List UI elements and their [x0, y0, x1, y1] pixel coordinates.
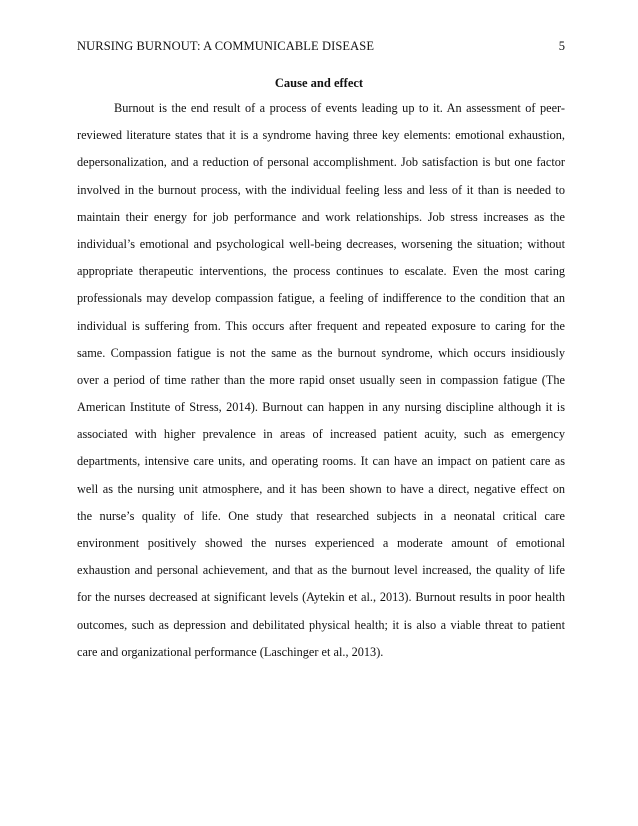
- paragraph-line: care and organizational performance (Laschinger et al., 2013).: [77, 644, 384, 659]
- paragraph-line: for the nurses decreased at significant levels (Aytekin et al., 2013). Burnout results in poor health: [77, 590, 565, 605]
- paragraph-line: American Institute of Stress, 2014). Burnout can happen in any nursing discipline although it is: [77, 400, 565, 415]
- page-header: [77, 37, 565, 55]
- section-heading: Cause and effect: [274, 76, 364, 90]
- paragraph-line: reviewed literature states that it is a syndrome having three key elements: emotional exhaustion,: [77, 128, 565, 143]
- paragraph-line: appropriate therapeutic interventions, the process continues to escalate. Even the most caring: [77, 264, 565, 279]
- paragraph-line: individual is suffering from. This occurs after frequent and repeated exposure to caring for the: [77, 318, 565, 333]
- running-head: NURSING BURNOUT: A COMMUNICABLE DISEASE: [77, 39, 375, 53]
- paragraph-line: the nurse’s quality of life. One study that researched subjects in a neonatal critical care: [77, 508, 565, 523]
- paragraph-line: depersonalization, and a reduction of personal accomplishment. Job satisfaction is but one factor: [77, 155, 565, 170]
- paragraph-line: associated with higher prevalence in areas of increased patient acuity, such as emergency: [77, 427, 565, 442]
- paragraph-line: exhaustion and personal achievement, and that as the burnout level increased, the quality of life: [77, 563, 565, 578]
- paragraph-line: involved in the burnout process, with the individual feeling less and less of it than is needed to: [77, 182, 565, 197]
- page-number: 5: [558, 39, 565, 53]
- paragraph-line: over a period of time rather than the more rapid onset usually seen in compassion fatigue (The: [77, 372, 565, 387]
- paragraph-line: professionals may develop compassion fatigue, a feeling of indifference to the condition that an: [77, 291, 565, 306]
- paragraph-line: same. Compassion fatigue is not the same as the burnout syndrome, which occurs insidiously: [77, 345, 565, 360]
- paragraph-line: outcomes, such as depression and debilitated physical health; it is also a viable threat to patient: [77, 617, 565, 632]
- paragraph-line: maintain their energy for job performance and work relationships. Job stress increases as the: [77, 209, 565, 224]
- paragraph-line: individual’s emotional and psychological well-being decreases, worsening the situation; without: [77, 236, 565, 251]
- body-paragraph: [77, 99, 565, 670]
- paragraph-line: Burnout is the end result of a process of events leading up to it. An assessment of peer-: [114, 101, 565, 115]
- paragraph-line: environment positively showed the nurses experienced a moderate amount of emotional: [77, 536, 565, 550]
- paragraph-line: well as the nursing unit atmosphere, and it has been shown to have a direct, negative effect on: [77, 481, 565, 496]
- paragraph-line: departments, intensive care units, and operating rooms. It can have an impact on patient care as: [77, 454, 565, 469]
